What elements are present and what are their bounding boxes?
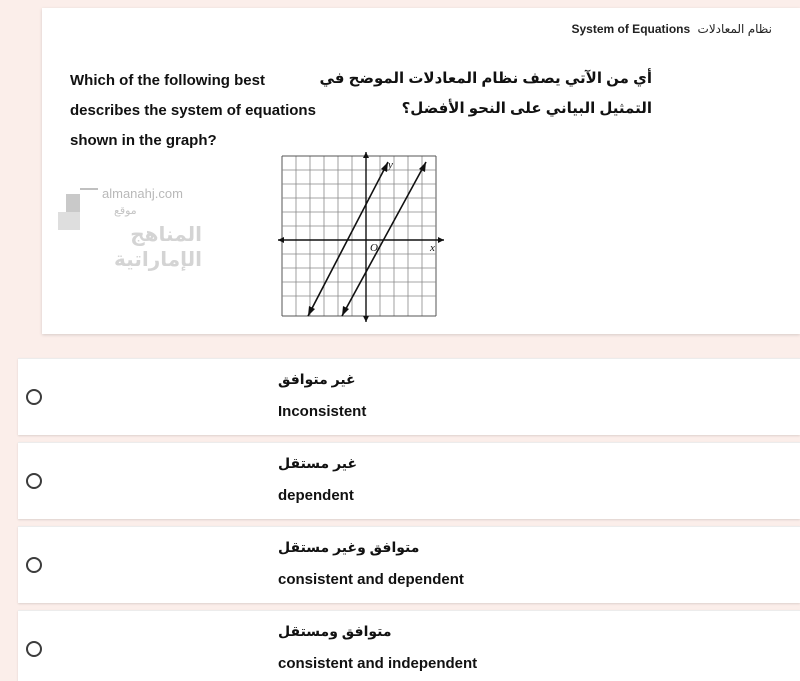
- watermark-main: المناهج الإماراتية: [114, 224, 202, 271]
- section-title-ar: نظام المعادلات: [697, 22, 772, 36]
- origin-label: O: [370, 242, 378, 254]
- question-line: التمثيل البياني على النحو الأفضل؟: [401, 100, 652, 117]
- line-2: [308, 162, 388, 316]
- watermark: [52, 182, 202, 271]
- answer-option-3[interactable]: [18, 526, 800, 603]
- radio-button[interactable]: [26, 473, 42, 489]
- radio-button[interactable]: [26, 641, 42, 657]
- question-text-en: [70, 66, 316, 156]
- option-label-ar: متوافق وغير مستقل: [278, 539, 420, 555]
- option-label-en: Inconsistent: [278, 403, 367, 420]
- grid: [282, 156, 436, 316]
- section-title: [572, 22, 773, 36]
- line-1: [342, 162, 426, 316]
- question-card: [42, 8, 800, 334]
- question-line: describes the system of equations: [70, 102, 316, 119]
- option-label-ar: غير متوافق: [278, 371, 356, 387]
- question-line: أي من الآتي يصف نظام المعادلات الموضح في: [319, 70, 652, 87]
- section-title-en: System of Equations: [571, 22, 691, 36]
- question-text-ar: [319, 64, 652, 124]
- option-label-en: dependent: [278, 487, 354, 504]
- radio-button[interactable]: [26, 389, 42, 405]
- option-label-en: consistent and independent: [278, 655, 478, 672]
- answer-option-1[interactable]: [18, 358, 800, 435]
- question-line: Which of the following best: [70, 72, 265, 89]
- y-axis-label: y: [388, 159, 393, 171]
- answer-option-2[interactable]: [18, 442, 800, 519]
- x-axis-label: x: [430, 242, 435, 254]
- answer-option-4[interactable]: [18, 610, 800, 681]
- axes: [278, 152, 444, 322]
- option-label-ar: غير مستقل: [278, 455, 358, 471]
- option-label-en: consistent and dependent: [278, 571, 464, 588]
- radio-button[interactable]: [26, 557, 42, 573]
- watermark-url: almanahj.com: [102, 186, 183, 201]
- question-line: shown in the graph?: [70, 132, 217, 149]
- watermark-logo-part: [80, 188, 98, 190]
- watermark-sub: موقع: [114, 205, 137, 217]
- option-label-ar: متوافق ومستقل: [278, 623, 392, 639]
- coordinate-graph: [278, 152, 448, 324]
